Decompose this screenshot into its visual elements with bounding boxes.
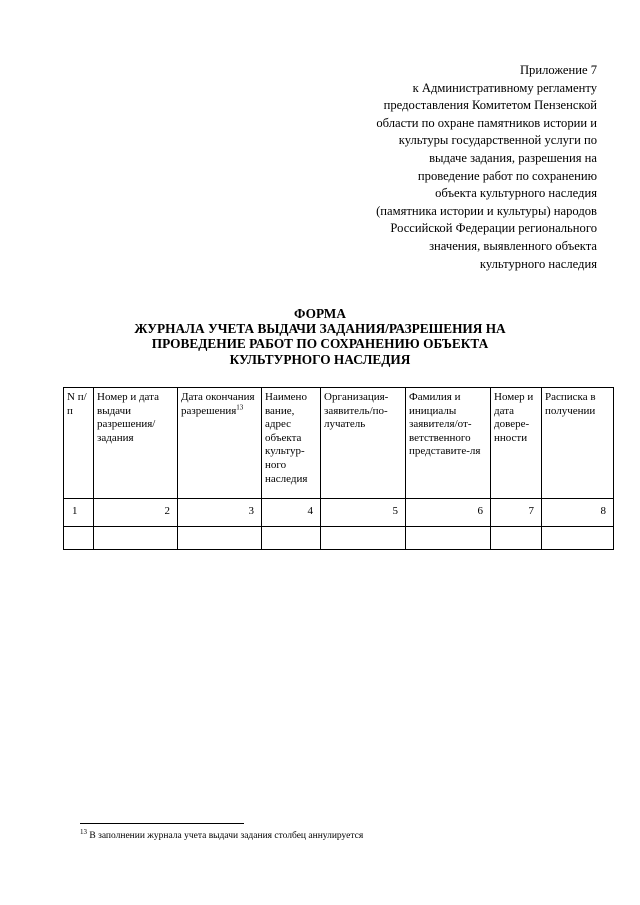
- appendix-line: культуры государственной услуги по: [398, 133, 597, 148]
- form-title-line: КУЛЬТУРНОГО НАСЛЕДИЯ: [229, 351, 411, 367]
- column-number-cell: 3: [178, 499, 262, 527]
- appendix-line: Приложение 7: [519, 63, 597, 77]
- appendix-line: выдаче задания, разрешения на: [429, 150, 597, 165]
- table-row-column-numbers: [64, 499, 614, 527]
- empty-cell: [321, 527, 406, 550]
- form-title-line: ПРОВЕДЕНИЕ РАБОТ ПО СОХРАНЕНИЮ ОБЪЕКТА: [151, 336, 489, 352]
- column-number-cell: 6: [406, 499, 491, 527]
- empty-cell: [491, 527, 542, 550]
- footnote-text: В заполнении журнала учета выдачи задания столбец аннулируется: [87, 831, 364, 841]
- header-cell-applicant-name: Фамилия и инициалы заявителя/от-ветственного представите-ля: [406, 388, 491, 499]
- footnote-divider: [80, 823, 244, 824]
- appendix-line: проведение работ по сохранению: [417, 168, 597, 183]
- header-cell-power-of-attorney: Номер и дата довере-нности: [491, 388, 542, 499]
- empty-cell: [262, 527, 321, 550]
- empty-cell: [64, 527, 94, 550]
- journal-table: [63, 387, 614, 550]
- column-number-cell: 2: [94, 499, 178, 527]
- appendix-line: области по охране памятников истории и: [376, 115, 597, 130]
- empty-cell: [94, 527, 178, 550]
- appendix-line: (памятника истории и культуры) народов: [376, 203, 597, 218]
- appendix-line: к Административному регламенту: [412, 80, 597, 95]
- footnote: [80, 827, 364, 841]
- appendix-line: объекта культурного наследия: [435, 186, 597, 201]
- header-cell-object-name: Наимено вание, адрес объекта культур-ного наследия: [262, 388, 321, 499]
- appendix-line: предоставления Комитетом Пензенской: [383, 98, 597, 113]
- table-row-empty: [64, 527, 614, 550]
- header-cell-organization: Организация-заявитель/по-лучатель: [321, 388, 406, 499]
- column-number-cell: 1: [64, 499, 94, 527]
- header-cell-end-date-label: Дата окончания разрешения: [181, 391, 255, 417]
- header-cell-permit-number-date: Номер и дата выдачи разрешения/ задания: [94, 388, 178, 499]
- table-header-row: [64, 388, 614, 499]
- empty-cell: [542, 527, 614, 550]
- column-number-cell: 8: [542, 499, 614, 527]
- form-title: [100, 321, 540, 367]
- form-heading: ФОРМА: [294, 306, 346, 321]
- empty-cell: [406, 527, 491, 550]
- column-number-cell: 5: [321, 499, 406, 527]
- header-cell-receipt: Расписка в получении: [542, 388, 614, 499]
- column-number-cell: 7: [491, 499, 542, 527]
- appendix-line: значения, выявленного объекта: [429, 238, 597, 253]
- form-title-line: ЖУРНАЛА УЧЕТА ВЫДАЧИ ЗАДАНИЯ/РАЗРЕШЕНИЯ НА: [134, 321, 506, 336]
- header-cell-end-date: [178, 388, 262, 499]
- appendix-line: культурного наследия: [479, 256, 597, 271]
- appendix-line: Российской Федерации регионального: [390, 221, 597, 236]
- header-cell-number: N п/п: [64, 388, 94, 499]
- footnote-mark: 13: [80, 827, 87, 836]
- column-number-cell: 4: [262, 499, 321, 527]
- footnote-ref: 13: [236, 402, 244, 411]
- empty-cell: [178, 527, 262, 550]
- appendix-block: [297, 62, 597, 273]
